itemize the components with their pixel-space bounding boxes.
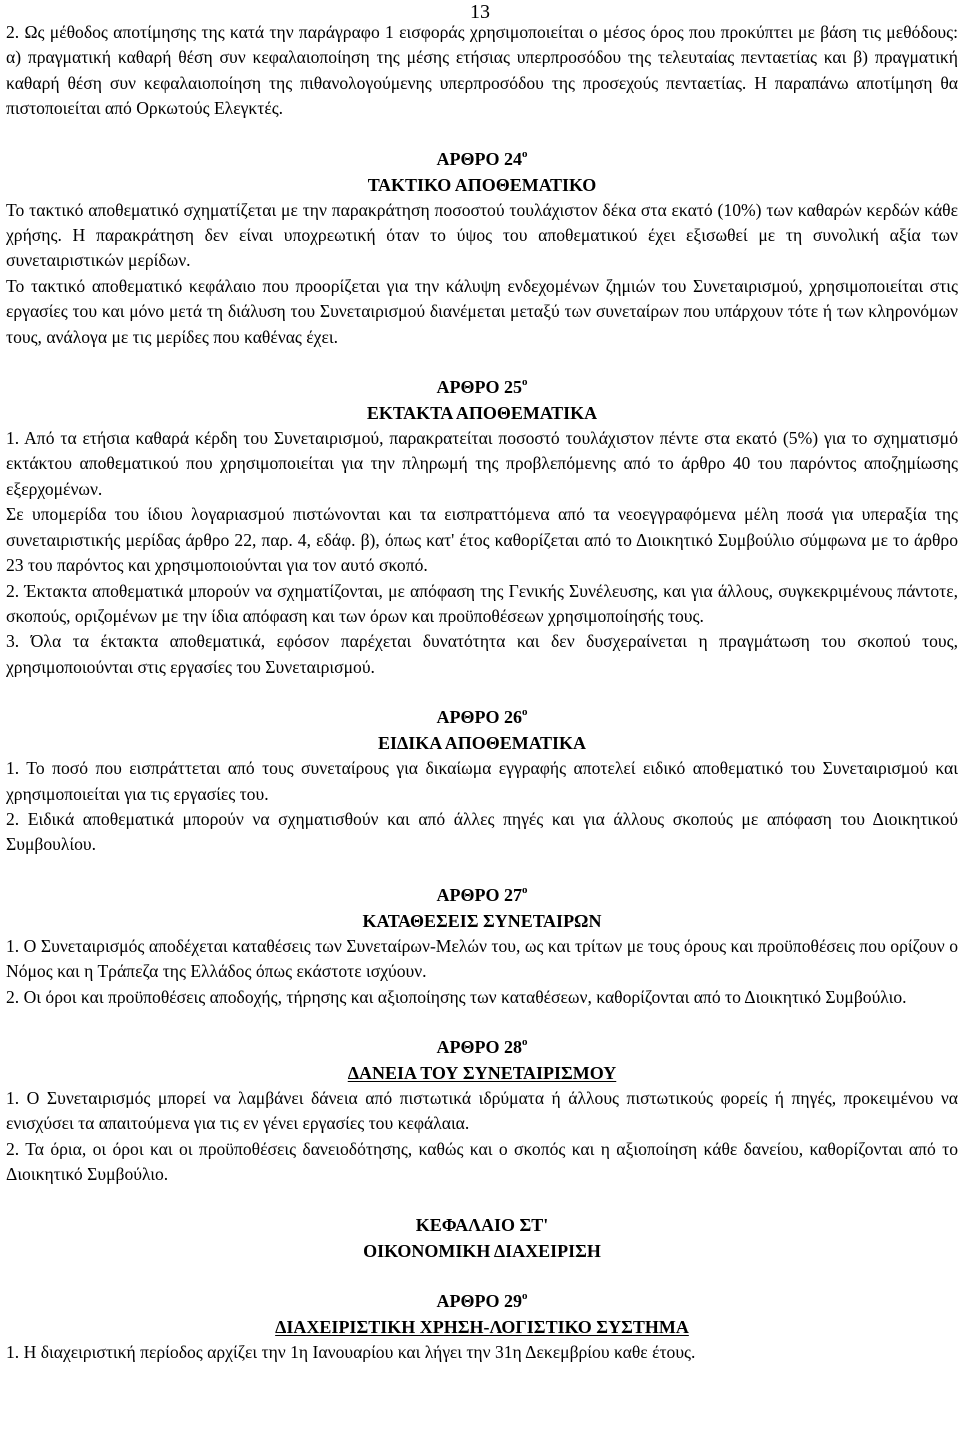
article-27 <box>6 882 958 1010</box>
document-body <box>6 20 958 1365</box>
page-number: 13 <box>470 1 490 23</box>
article-25 <box>6 374 958 680</box>
paragraph: 1. Ο Συνεταιρισμός μπορεί να λαμβάνει δάνεια από πιστωτικά ιδρύματα ή άλλους πιστωτικούς φορείς ή πηγές, προκειμένου να ενισχύσει τα απαιτούμενα για τις εν γένει εργασίες του κεφάλαια. <box>6 1087 958 1134</box>
paragraph: 2. Οι όροι και προϋποθέσεις αποδοχής, τήρησης και αξιοποίησης των καταθέσεων, καθορίζονται από το Διοικητικό Συμβούλιο. <box>6 986 907 1007</box>
article-title: ΔΑΝΕΙΑ ΤΟΥ ΣΥΝΕΤΑΙΡΙΣΜΟΥ <box>347 1062 617 1083</box>
article-26 <box>6 704 958 858</box>
paragraph: 1. Από τα ετήσια καθαρά κέρδη του Συνεταιρισμού, παρακρατείται ποσοστό τουλάχιστον πέντε στα εκατό (5%) για το σχηματισμό εκτάκτου αποθεματικού που χρησιμοποιείται για την πληρωμή της προβλεπόμενης από το άρθρο 40 του παρόντος αποζημίωσης εξερχομένων. <box>6 428 958 499</box>
intro-section <box>6 20 958 122</box>
paragraph: Σε υπομερίδα του ίδιου λογαριασμού πιστώνονται και τα εισπραττόμενα από τα νεοεγγραφόμενα μέλη ποσά για υπεραξία της συνεταιριστικής μερίδας άρθρο 22, παρ. 4, εδάφ. β), όπως κατ' έτος καθορίζεται από το Διοικητικό Συμβούλιο σύμφωνα με το άρθρο 23 του παρόντος και χρησιμοποιούνται για τον αυτό σκοπό. <box>6 504 958 576</box>
chapter-title: ΟΙΚΟΝΟΜΙΚΗ ΔΙΑΧΕΙΡΙΣΗ <box>363 1240 601 1261</box>
chapter-number: ΚΕΦΑΛΑΙΟ ΣΤ' <box>415 1214 549 1235</box>
article-title: ΤΑΚΤΙΚΟ ΑΠΟΘΕΜΑΤΙΚΟ <box>367 174 597 195</box>
article-heading: ΑΡΘΡΟ $29^o$ <box>436 1289 528 1311</box>
article-heading: ΑΡΘΡΟ $26^o$ <box>436 706 528 728</box>
article-29 <box>6 1288 958 1365</box>
paragraph: Το τακτικό αποθεματικό σχηματίζεται με την παρακράτηση ποσοστού τουλάχιστον δέκα στα εκατό (10%) των καθαρών κερδών κάθε χρήσης. Η παρακράτηση δεν είναι υποχρεωτική όταν το ύψος του αποθεματικού έχει εξισωθεί με τη συνολική αξία των συνεταιριστικών μερίδων. <box>6 199 958 271</box>
article-title: ΕΙΔΙΚΑ ΑΠΟΘΕΜΑΤΙΚΑ <box>377 733 587 754</box>
article-28 <box>6 1034 958 1188</box>
chapter-heading-block <box>6 1212 958 1264</box>
paragraph: 1. Το ποσό που εισπράττεται από τους συνεταίρους για δικαίωμα εγγραφής αποτελεί ειδικό αποθεματικό του Συνεταιρισμού και χρησιμοποιείται για τις εργασίες του. <box>6 758 958 804</box>
paragraph: Το τακτικό αποθεματικό κεφάλαιο που προορίζεται για την κάλυψη ενδεχομένων ζημιών του Συνεταιρισμού, χρησιμοποιείται στις εργασίες του και μόνο μετά τη διάλυση του Συνεταιρισμού διανέμεται μεταξύ των συνεταίρων που υπάρχουν τότε ή των κληρονόμων τους, ανάλογα με τις μερίδες που καθένας έχει. <box>6 275 958 347</box>
article-title: ΚΑΤΑΘΕΣΕΙΣ ΣΥΝΕΤΑΙΡΩΝ <box>362 910 602 931</box>
paragraph: 3. Όλα τα έκτακτα αποθεματικά, εφόσον παρέχεται δυνατότητα και δεν δυσχεραίνεται η πραγμάτωση του σκοπού τους, χρησιμοποιούνται στις εργασίες του Συνεταιρισμού. <box>6 631 958 677</box>
paragraph: 2. Έκτακτα αποθεματικά μπορούν να σχηματίζονται, με απόφαση της Γενικής Συνέλευσης, και για άλλους, συγκεκριμένους πάντοτε, σκοπούς, οριζομένων με την ίδια απόφαση και των όρων και προϋποθέσεων χρησιμοποίησής τους. <box>6 580 958 626</box>
paragraph: 1. Ο Συνεταιρισμός αποδέχεται καταθέσεις των Συνεταίρων-Μελών του, ως και τρίτων με τους όρους και προϋποθέσεις που ορίζουν ο Νόμος και η Τράπεζα της Ελλάδος όπως εκάστοτε ισχύουν. <box>6 935 958 982</box>
article-heading: ΑΡΘΡΟ $25^o$ <box>436 376 528 398</box>
article-heading: ΑΡΘΡΟ $27^o$ <box>436 883 528 905</box>
article-title: ΔΙΑΧΕΙΡΙΣΤΙΚΗ ΧΡΗΣΗ-ΛΟΓΙΣΤΙΚΟ ΣΥΣΤΗΜΑ <box>275 1316 689 1337</box>
article-heading: ΑΡΘΡΟ $24^o$ <box>436 147 528 169</box>
article-title: ΕΚΤΑΚΤΑ ΑΠΟΘΕΜΑΤΙΚΑ <box>366 403 598 424</box>
paragraph: 2. Τα όρια, οι όροι και οι προϋποθέσεις δανειοδότησης, καθώς και ο σκοπός και η αξιοποίηση κάθε δανείου, καθορίζονται από το Διοικητικό Συμβούλιο. <box>6 1138 958 1185</box>
paragraph: 2. Ειδικά αποθεματικά μπορούν να σχηματισθούν και από άλλες πηγές και για άλλους σκοπούς με απόφαση του Διοικητικού Συμβουλίου. <box>6 808 958 855</box>
paragraph: 1. Η διαχειριστική περίοδος αρχίζει την 1η Ιανουαρίου και λήγει την 31η Δεκεμβρίου καθε έτους. <box>6 1341 696 1362</box>
article-24 <box>6 146 958 350</box>
paragraph: 2. Ως μέθοδος αποτίμησης της κατά την παράγραφο 1 εισφοράς χρησιμοποιείται ο μέσος όρος που προκύπτει με βάση τις μεθόδους: α) πραγματική καθαρή θέση συν κεφαλαιοποίηση της μέσης ετήσιας υπερπροσόδου της τελευταίας πενταετίας και β) πραγματική καθαρή θέση συν κεφαλαιοποίηση της πιθανολογούμενης υπερπροσόδου της προσεχούς πενταετίας. Η παραπάνω αποτίμηση θα πιστοποιείται από Ορκωτούς Ελεγκτές. <box>6 22 958 119</box>
article-heading: ΑΡΘΡΟ $28^o$ <box>436 1035 528 1057</box>
